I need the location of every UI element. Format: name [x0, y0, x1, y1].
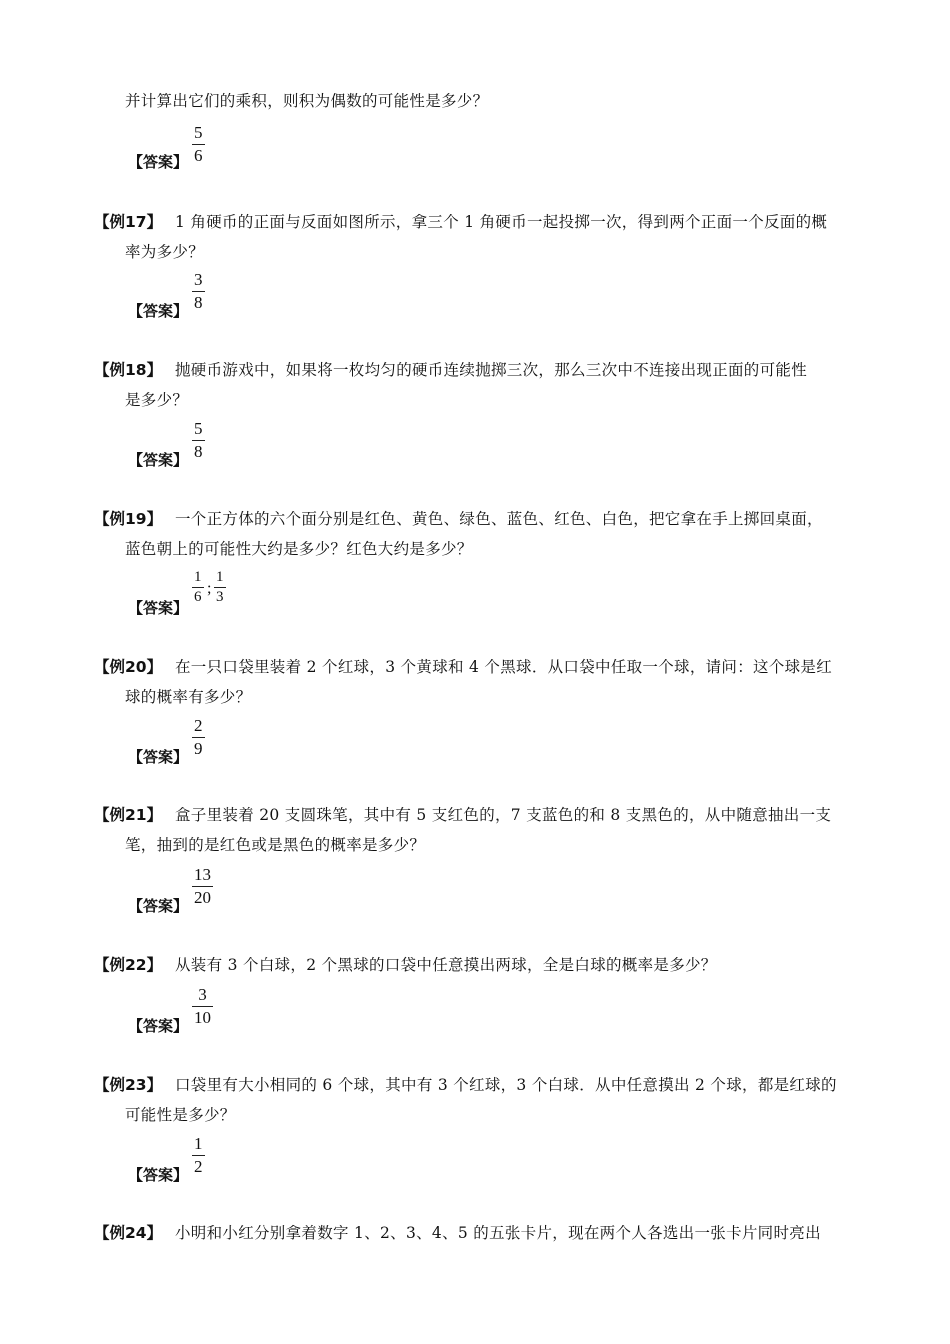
example-17-line-2: 率为多少？ — [125, 243, 205, 261]
answer-label: 【答案】 — [128, 451, 189, 469]
fraction-denominator: 2 — [194, 1157, 203, 1176]
example-20-line-1: 在一只口袋里装着 2 个红球，3 个黄球和 4 个黑球．从口袋中任取一个球，请问：这个球是红 — [175, 658, 833, 676]
fraction-bar — [192, 291, 205, 292]
answer-label: 【答案】 — [128, 1017, 189, 1035]
example-17-line-1: 1 角硬币的正面与反面如图所示，拿三个 1 角硬币一起投掷一次，得到两个正面一个反面的概 — [175, 213, 828, 231]
example-20-line-2: 球的概率有多少？ — [125, 688, 252, 706]
fraction-bar — [192, 587, 204, 588]
example-21-answer-fraction — [192, 865, 213, 907]
fraction-denominator: 8 — [194, 442, 203, 461]
fraction-bar — [192, 144, 205, 145]
fraction-numerator: 5 — [194, 419, 203, 438]
example-22-label: 【例22】 — [94, 956, 163, 974]
example-21-label: 【例21】 — [94, 806, 163, 824]
fraction-denominator: 6 — [194, 146, 203, 165]
example-21-line-2: 笔，抽到的是红色或是黑色的概率是多少？ — [125, 836, 426, 854]
fraction-denominator: 9 — [194, 739, 203, 758]
fraction-numerator: 3 — [198, 985, 207, 1004]
example-20-answer-fraction — [192, 716, 205, 758]
fraction-denominator: 8 — [194, 293, 203, 312]
fraction-numerator: 1 — [216, 569, 224, 585]
fraction-bar — [192, 886, 213, 887]
answer-label: 【答案】 — [128, 302, 189, 320]
example-23-label: 【例23】 — [94, 1076, 163, 1094]
fraction-bar — [214, 587, 226, 588]
fraction-numerator: 1 — [194, 1134, 203, 1153]
fraction-numerator: 1 — [194, 569, 202, 585]
fraction-numerator: 13 — [194, 865, 211, 884]
example-19-answer-fraction-a — [192, 569, 204, 605]
fraction-numerator: 5 — [194, 123, 203, 142]
example-23-line-1: 口袋里有大小相同的 6 个球，其中有 3 个红球，3 个白球．从中任意摸出 2 个球，都是红球的 — [175, 1076, 837, 1094]
example-21-line-1: 盒子里装着 20 支圆珠笔，其中有 5 支红色的，7 支蓝色的和 8 支黑色的，从中随意抽出一支 — [175, 806, 832, 824]
answer-label: 【答案】 — [128, 599, 189, 617]
fraction-bar — [192, 737, 205, 738]
example-23-line-2: 可能性是多少？ — [125, 1106, 236, 1124]
example-18-line-2: 是多少？ — [125, 391, 189, 409]
example-24-line-1: 小明和小红分别拿着数字 1、2、3、4、5 的五张卡片，现在两个人各选出一张卡片同时亮出 — [175, 1224, 821, 1242]
intro-line: 并计算出它们的乘积，则积为偶数的可能性是多少？ — [125, 92, 489, 110]
fraction-numerator: 3 — [194, 270, 203, 289]
answer-label: 【答案】 — [128, 748, 189, 766]
fraction-denominator: 10 — [194, 1008, 211, 1027]
example-22-answer-fraction — [192, 985, 213, 1027]
example-19-answer-fraction-b — [214, 569, 226, 605]
example-19-line-1: 一个正方体的六个面分别是红色、黄色、绿色、蓝色、红色、白色，把它拿在手上掷回桌面， — [175, 510, 823, 528]
answer-separator: ; — [207, 580, 212, 597]
example-18-label: 【例18】 — [94, 361, 163, 379]
answer-label: 【答案】 — [128, 897, 189, 915]
example-19-label: 【例19】 — [94, 510, 163, 528]
intro-answer-fraction — [192, 123, 205, 165]
example-18-line-1: 抛硬币游戏中，如果将一枚均匀的硬币连续抛掷三次，那么三次中不连接出现正面的可能性 — [175, 361, 808, 379]
fraction-bar — [192, 1006, 213, 1007]
fraction-bar — [192, 440, 205, 441]
answer-label: 【答案】 — [128, 1166, 189, 1184]
fraction-denominator: 20 — [194, 888, 211, 907]
fraction-bar — [192, 1155, 205, 1156]
example-17-answer-fraction — [192, 270, 205, 312]
example-18-answer-fraction — [192, 419, 205, 461]
answer-label: 【答案】 — [128, 153, 189, 171]
example-23-answer-fraction — [192, 1134, 205, 1176]
fraction-numerator: 2 — [194, 716, 203, 735]
fraction-denominator: 3 — [216, 589, 224, 605]
example-24-label: 【例24】 — [94, 1224, 163, 1242]
fraction-denominator: 6 — [194, 589, 202, 605]
example-20-label: 【例20】 — [94, 658, 163, 676]
example-17-label: 【例17】 — [94, 213, 163, 231]
example-22-line-1: 从装有 3 个白球，2 个黑球的口袋中任意摸出两球，全是白球的概率是多少？ — [175, 956, 717, 974]
example-19-line-2: 蓝色朝上的可能性大约是多少？红色大约是多少？ — [125, 540, 473, 558]
